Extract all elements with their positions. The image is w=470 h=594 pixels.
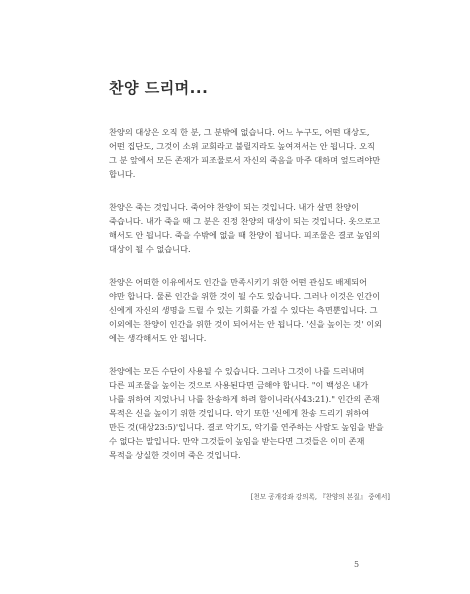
text-line: 만든 것(대상23:5)'입니다. 결코 악기도, 악기를 연주하는 사람도 높임을 받을 xyxy=(109,422,384,432)
body-text xyxy=(109,125,402,481)
paragraph-2 xyxy=(109,200,402,256)
paragraph-3 xyxy=(109,275,402,345)
text-line: 어떤 집단도, 그것이 소위 교회라고 불릴지라도 높여져서는 안 됩니다. 오직 xyxy=(109,141,375,151)
text-line: 그 분 앞에서 모든 존재가 피조물로서 자신의 죽음을 마주 대하며 엎드려야만 xyxy=(109,155,381,165)
text-line: 합니다. xyxy=(109,169,136,179)
text-line: 이외에는 찬양이 인간을 위한 것이 되어서는 안 됩니다. '신을 높이는 것' 이외 xyxy=(109,319,383,329)
text-line: 수 없다는 말입니다. 만약 그것들이 높임을 받는다면 그것들은 이미 존재 xyxy=(109,436,365,446)
text-line: 목적을 상실한 것이며 죽은 것입니다. xyxy=(109,450,241,460)
page-number: 5 xyxy=(354,560,360,569)
text-line: 찬양에는 모든 수단이 사용될 수 있습니다. 그러나 그것이 나를 드러내며 xyxy=(109,366,365,376)
text-line: 나를 위하여 지었나니 나를 찬송하게 하려 함이니라(사43:21)." 인간의 존재 xyxy=(109,394,380,404)
text-line: 에는 생각해서도 안 됩니다. xyxy=(109,333,207,343)
paragraph-4 xyxy=(109,364,402,462)
text-line: 다른 피조물을 높이는 것으로 사용된다면 금해야 합니다. "이 백성은 내가 xyxy=(109,380,369,390)
text-line: 죽습니다. 내가 죽을 때 그 분은 진정 찬양의 대상이 되는 것입니다. 옷으로고 xyxy=(109,216,381,226)
text-line: 찬양의 대상은 오직 한 분, 그 분밖에 없습니다. 어느 누구도, 어떤 대상도, xyxy=(109,127,370,137)
text-line: 찬양은 죽는 것입니다. 죽어야 찬양이 되는 것입니다. 내가 살면 찬양이 xyxy=(109,202,360,212)
text-line: 신에게 자신의 생명을 드릴 수 있는 기회를 가질 수 있다는 측면뿐입니다. 그 xyxy=(109,305,378,315)
text-line: 찬양은 어떠한 이유에서도 인간을 만족시키기 위한 어떤 관심도 배제되어 xyxy=(109,277,368,287)
paragraph-1 xyxy=(109,125,402,181)
text-line: 야만 합니다. 물론 인간을 위한 것이 될 수도 있습니다. 그러나 이것은 인간이 xyxy=(109,291,381,301)
text-line: 해서도 안 됩니다. 죽을 수밖에 없을 때 찬양이 됩니다. 피조물은 결코 높임의 xyxy=(109,230,381,240)
page-title: 찬양 드리며... xyxy=(109,79,209,97)
text-line: 목적은 신을 높이기 위한 것입니다. 악기 또한 '신에게 찬송 드리기 위하여 xyxy=(109,408,370,418)
text-line: 대상이 될 수 없습니다. xyxy=(109,244,191,254)
source-citation: [천모 공개강좌 강의록, 『찬양의 본질』 중에서] xyxy=(250,493,390,501)
